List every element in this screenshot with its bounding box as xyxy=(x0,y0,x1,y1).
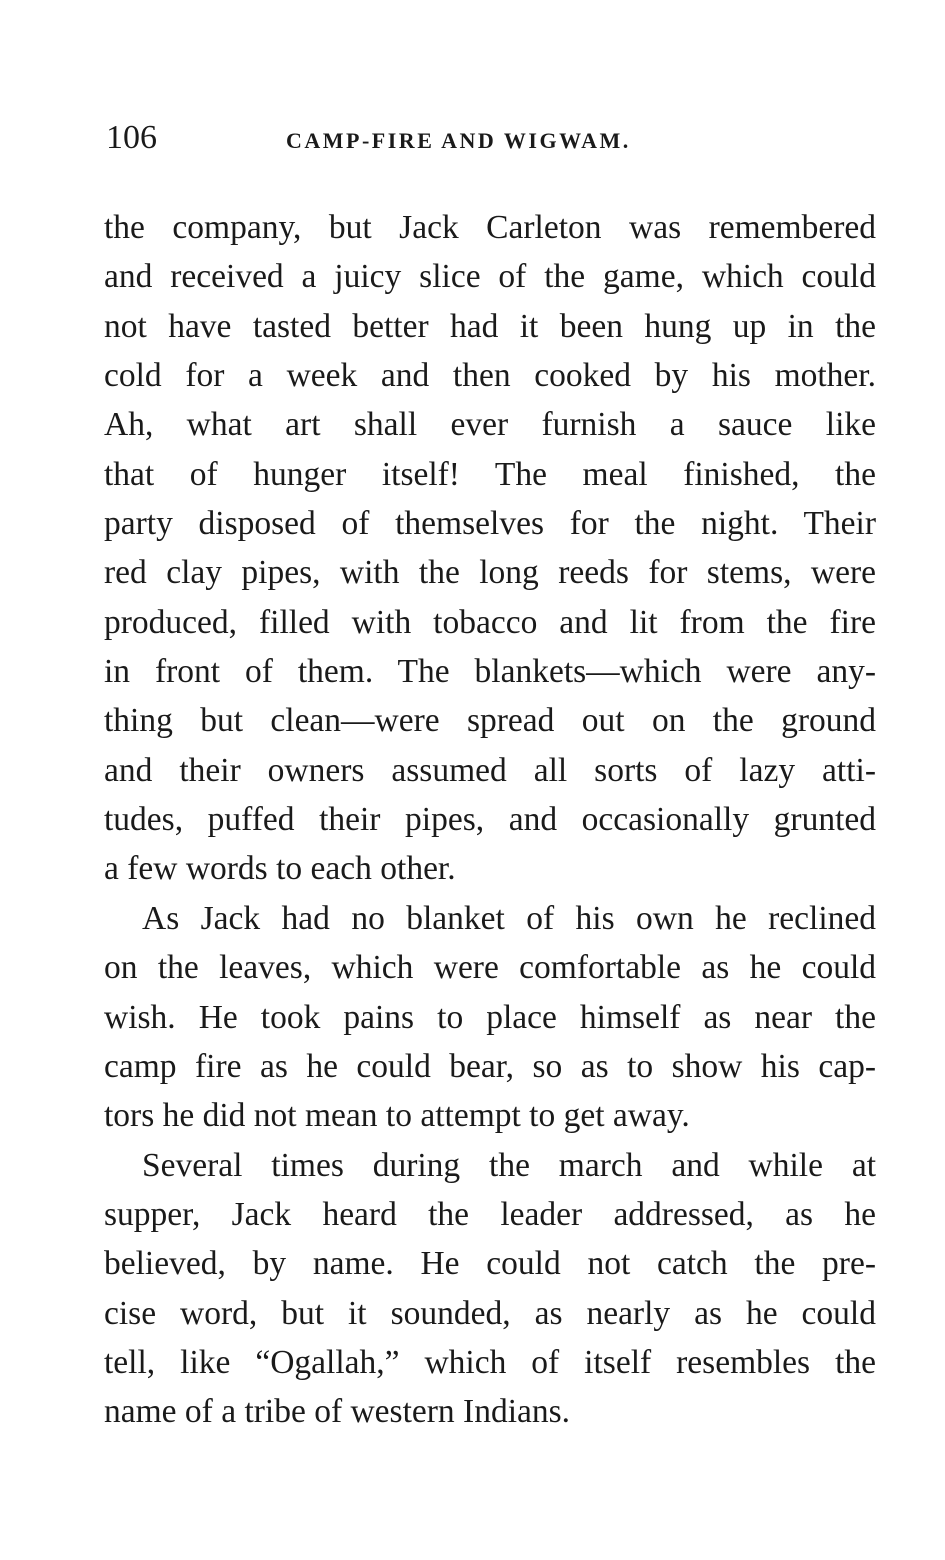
running-title: CAMP-FIRE AND WIGWAM. xyxy=(286,128,631,153)
text-line: party disposed of themselves for the night. Their xyxy=(104,505,876,543)
text-line: supper, Jack heard the leader addressed, as he xyxy=(104,1195,876,1233)
paragraph-2 xyxy=(104,894,876,1141)
text-line: in front of them. The blankets—which were any- xyxy=(104,653,876,691)
text-line: on the leaves, which were comfortable as he could xyxy=(104,949,876,987)
text-line: and received a juicy slice of the game, which could xyxy=(104,258,876,296)
text-line: tell, like “Ogallah,” which of itself resembles the xyxy=(104,1343,876,1381)
text-line: the company, but Jack Carleton was remembered xyxy=(104,209,876,246)
text-line: produced, filled with tobacco and lit from the fire xyxy=(104,603,876,641)
text-line: a few words to each other. xyxy=(104,850,456,888)
text-line: tors he did not mean to attempt to get away. xyxy=(104,1097,690,1135)
page-header xyxy=(106,118,876,168)
text-line: not have tasted better had it been hung up in the xyxy=(104,307,876,345)
text-line: As Jack had no blanket of his own he reclined xyxy=(142,899,876,937)
text-line: cise word, but it sounded, as nearly as he could xyxy=(104,1294,876,1332)
body-text xyxy=(104,203,876,1437)
text-line: cold for a week and then cooked by his mother. xyxy=(104,357,876,395)
text-line: thing but clean—were spread out on the ground xyxy=(104,702,876,740)
text-line: that of hunger itself! The meal finished, the xyxy=(104,455,876,493)
text-line: and their owners assumed all sorts of lazy atti- xyxy=(104,751,876,789)
paragraph-1 xyxy=(104,203,876,894)
paragraph-3 xyxy=(104,1141,876,1437)
text-line: Ah, what art shall ever furnish a sauce like xyxy=(104,406,876,444)
text-line: believed, by name. He could not catch the pre- xyxy=(104,1245,876,1283)
text-line: tudes, puffed their pipes, and occasionally grunted xyxy=(104,801,876,839)
text-line: Several times during the march and while at xyxy=(142,1146,876,1184)
page-number: 106 xyxy=(106,119,157,156)
text-line: wish. He took pains to place himself as near the xyxy=(104,998,876,1036)
text-line: camp fire as he could bear, so as to show his cap- xyxy=(104,1047,876,1085)
text-line: red clay pipes, with the long reeds for stems, were xyxy=(104,554,876,592)
text-line: name of a tribe of western Indians. xyxy=(104,1393,571,1431)
